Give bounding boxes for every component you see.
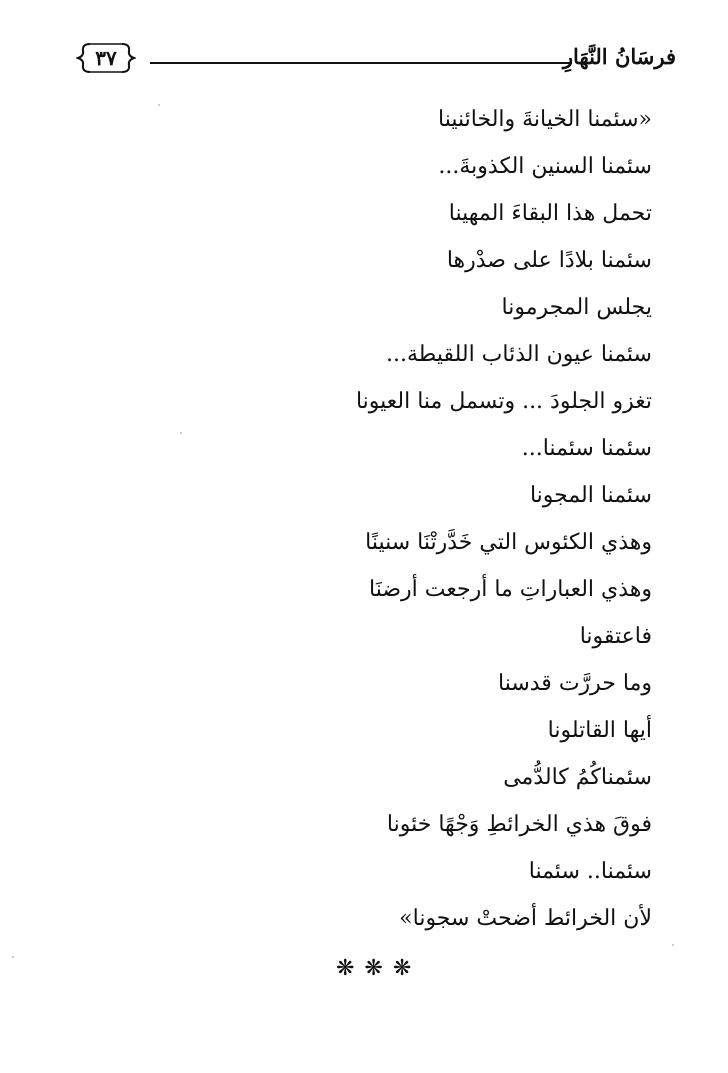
poem-line: سئمنا بلادًا على صدْرها [446, 248, 652, 273]
scan-speck [12, 956, 14, 958]
poem-line: تغزو الجلودَ ... وتسمل منا العيونا [355, 389, 652, 414]
poem-line: وهذي العباراتِ ما أرجعت أرضنَا [369, 577, 652, 602]
page-number: ٣٧ [95, 46, 117, 70]
poem-line: وهذي الكئوس التي خَدَّرتْنَا سنينًا [365, 530, 652, 555]
scan-speck [158, 104, 160, 106]
page-number-frame [76, 42, 136, 74]
scan-speck [180, 432, 182, 434]
book-title: فرسَانُ النَّهَارِ [562, 44, 676, 69]
poem-line: سئمنا عيون الذئاب اللقيطة... [386, 342, 652, 367]
poem-line: وما حررَّت قدسنا [497, 671, 652, 696]
running-header [76, 40, 676, 80]
section-separator-asterisks: ❋❋❋ [336, 956, 422, 981]
poem-line: «سئمنا الخيانةَ والخائنينا [438, 107, 652, 132]
scan-speck [672, 944, 674, 946]
poem-line: لأن الخرائط أضحتْ سجونا» [399, 906, 652, 931]
poem-line: فوقَ هذي الخرائطِ وَجْهًا خئونا [386, 812, 652, 837]
poem [232, 96, 652, 942]
poem-line: تحمل هذا البقاءَ المهينا [448, 201, 652, 226]
poem-line: سئمناكُمُ كالدُّمى [503, 765, 652, 790]
poem-line: سئمنا سئمنا... [521, 436, 652, 461]
poem-line: سئمنا السنين الكذوبةَ... [438, 154, 652, 179]
poem-line: يجلس المجرمونا [501, 295, 652, 320]
poem-line: سئمنا المجونا [529, 483, 652, 508]
header-rule [150, 62, 572, 64]
poem-line: أيها القاتلونا [547, 718, 652, 743]
poem-line: فاعتقونا [579, 624, 652, 649]
poem-line: سئمنا.. سئمنا [528, 859, 652, 884]
